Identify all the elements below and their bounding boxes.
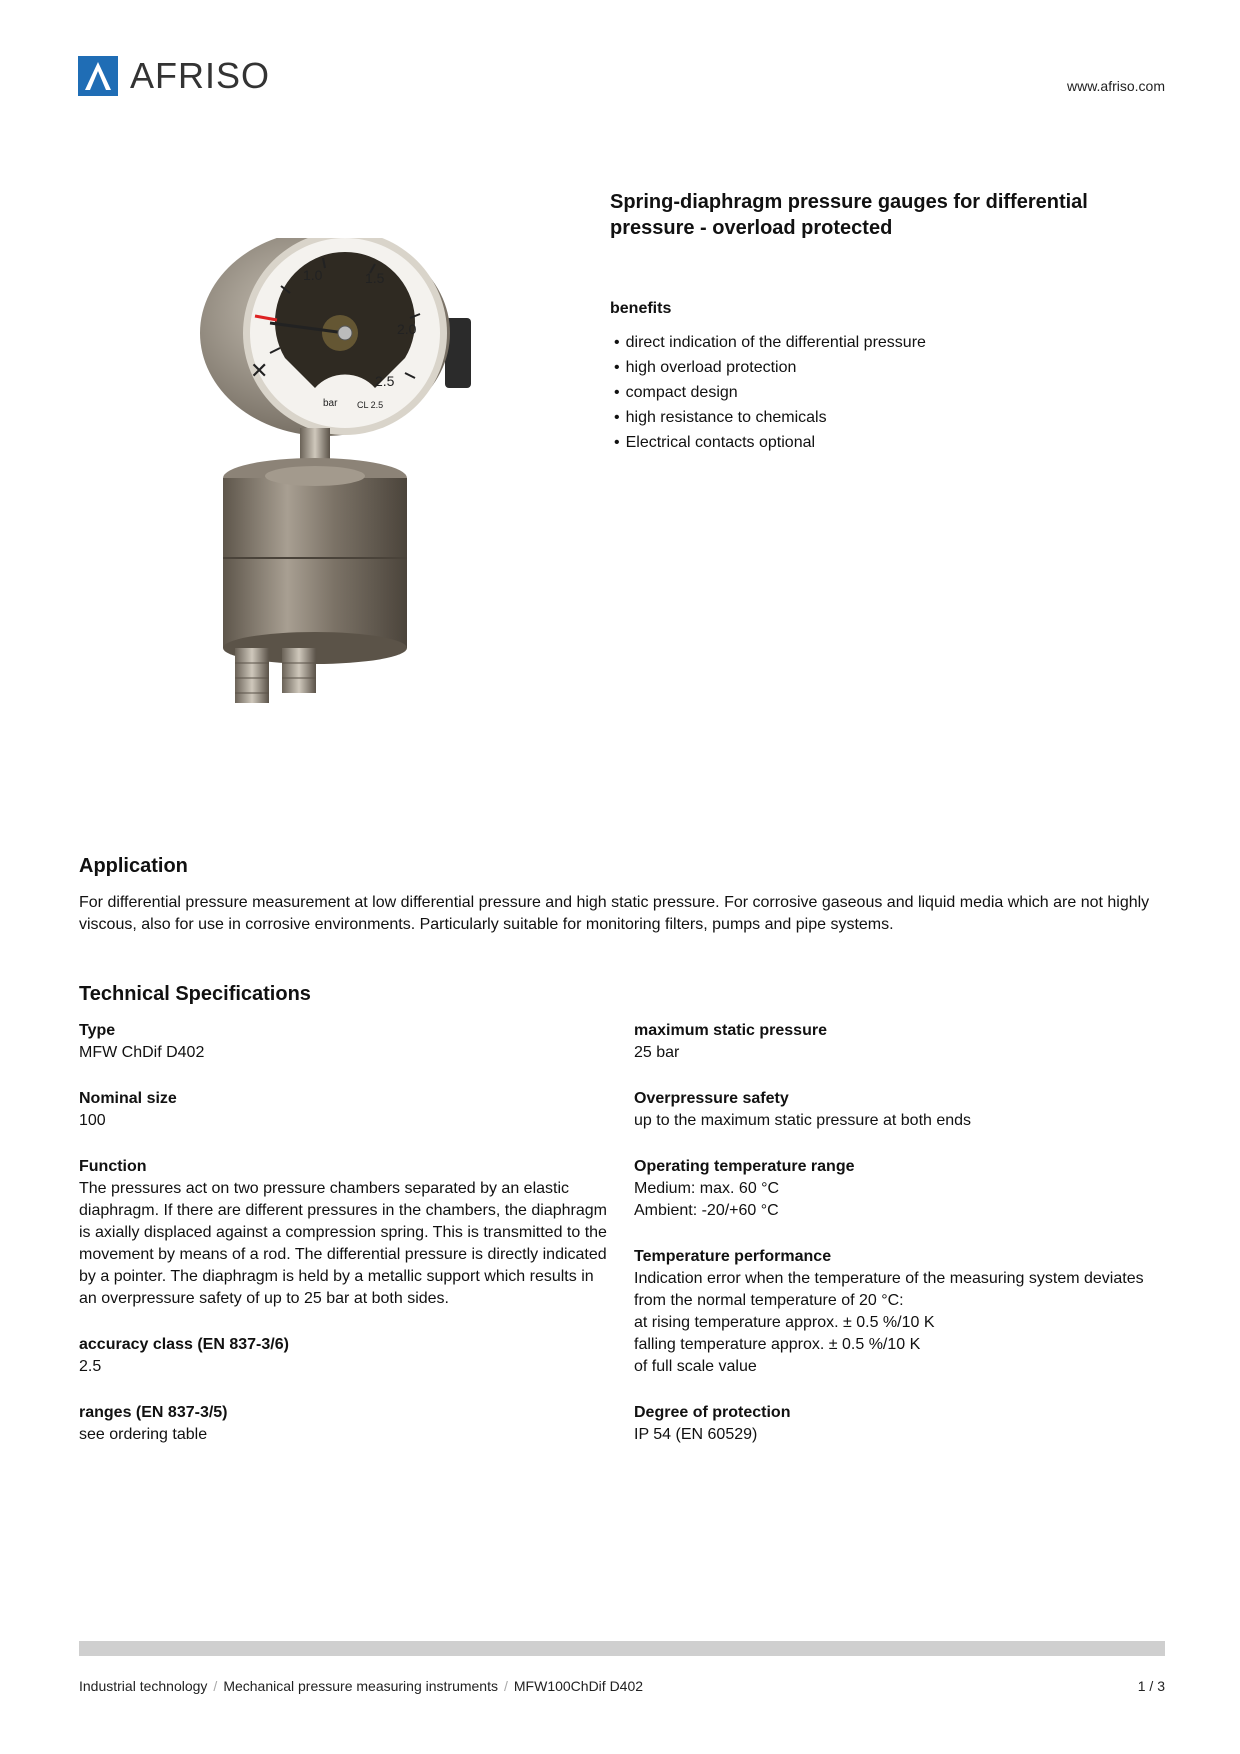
footer-divider: [79, 1641, 1165, 1656]
spec-max-static-pressure: [634, 1020, 1174, 1064]
spec-ranges: [79, 1402, 609, 1446]
breadcrumb-item[interactable]: Mechanical pressure measuring instruments: [223, 1678, 498, 1694]
spec-type: [79, 1020, 609, 1064]
spec-degree-of-protection: [634, 1402, 1174, 1446]
spec-label: Function: [79, 1158, 147, 1175]
spec-value: 100: [79, 1112, 106, 1129]
spec-temperature-performance: [634, 1246, 1174, 1378]
afriso-logo-icon: [78, 56, 118, 96]
spec-value: see ordering table: [79, 1426, 208, 1443]
benefit-item: • Electrical contacts optional: [614, 430, 926, 455]
spec-label: maximum static pressure: [634, 1022, 827, 1039]
spec-label: Nominal size: [79, 1090, 177, 1107]
footer-breadcrumb: [79, 1678, 643, 1694]
gauge-label: 1.0: [303, 267, 323, 283]
spec-label: ranges (EN 837-3/5): [79, 1404, 228, 1421]
spec-value: 25 bar: [634, 1044, 680, 1061]
application-text: For differential pressure measurement at low differential pressure and high static pressure. For corrosive gaseous and liquid media which are not highly viscous, also for use in corrosive environments. Particularly suitable for monitoring filters, pumps and pipe systems.: [79, 894, 1150, 933]
spec-overpressure-safety: [634, 1088, 1174, 1132]
benefit-item: • direct indication of the differential pressure: [614, 330, 926, 355]
gauge-label: bar: [323, 398, 338, 409]
spec-operating-temperature: [634, 1156, 1174, 1222]
spec-label: Overpressure safety: [634, 1090, 789, 1107]
spec-value: IP 54 (EN 60529): [634, 1426, 758, 1443]
spec-value: Indication error when the temperature of the measuring system deviates from the normal temperature of 20 °C: at rising temperature approx. ± 0.5 %/10 K falling temperature approx. ± 0.5 %/10 K of full scale value: [634, 1270, 1144, 1375]
spec-value: 2.5: [79, 1358, 102, 1375]
breadcrumb-item[interactable]: MFW100ChDif D402: [513, 1678, 644, 1694]
benefit-item: • compact design: [614, 380, 926, 405]
product-image: [175, 238, 515, 758]
breadcrumb-separator: /: [213, 1678, 218, 1694]
spec-function: [79, 1156, 609, 1310]
gauge-label: 1.5: [365, 270, 385, 286]
svg-text:✕: ✕: [250, 358, 269, 383]
spec-label: Type: [79, 1022, 116, 1039]
benefits-list: [614, 330, 926, 455]
spec-accuracy-class: [79, 1334, 609, 1378]
gauge-label: 2.5: [375, 373, 395, 389]
spec-value: The pressures act on two pressure chambers separated by an elastic diaphragm. If there are different pressures in the chambers, the diaphragm is axially displaced against a compression spring. This is transmitted to the movement by means of a rod. The differential pressure is directly indicated by a pointer. The diaphragm is held by a metallic support which results in an overpressure safety of up to 25 bar at both sides.: [79, 1180, 607, 1307]
spec-label: Degree of protection: [634, 1404, 791, 1421]
spec-value: up to the maximum static pressure at both ends: [634, 1112, 972, 1129]
gauge-label: 2.0: [397, 321, 417, 337]
benefits-heading: benefits: [610, 300, 672, 317]
gauge-label: CL 2.5: [357, 400, 384, 410]
spec-value: MFW ChDif D402: [79, 1044, 205, 1061]
application-heading: Application: [79, 855, 188, 877]
spec-label: Operating temperature range: [634, 1158, 855, 1175]
spec-nominal-size: [79, 1088, 609, 1132]
page-number: 1 / 3: [1137, 1678, 1165, 1694]
benefit-item: • high resistance to chemicals: [614, 405, 926, 430]
spec-value: Medium: max. 60 °C Ambient: -20/+60 °C: [634, 1180, 780, 1219]
benefit-item: • high overload protection: [614, 355, 926, 380]
product-title: Spring-diaphragm pressure gauges for differential pressure - overload protected: [610, 191, 1088, 239]
specs-right-column: [634, 1020, 1174, 1470]
specs-left-column: [79, 1020, 609, 1470]
spec-label: Temperature performance: [634, 1248, 832, 1265]
spec-label: accuracy class (EN 837-3/6): [79, 1336, 289, 1353]
website-link[interactable]: www.afriso.com: [1066, 78, 1165, 94]
company-logo: [78, 55, 270, 97]
breadcrumb-item[interactable]: Industrial technology: [79, 1678, 208, 1694]
logo-text: AFRISO: [130, 55, 271, 96]
breadcrumb-separator: /: [504, 1678, 508, 1694]
technical-specifications-heading: Technical Specifications: [79, 983, 311, 1005]
